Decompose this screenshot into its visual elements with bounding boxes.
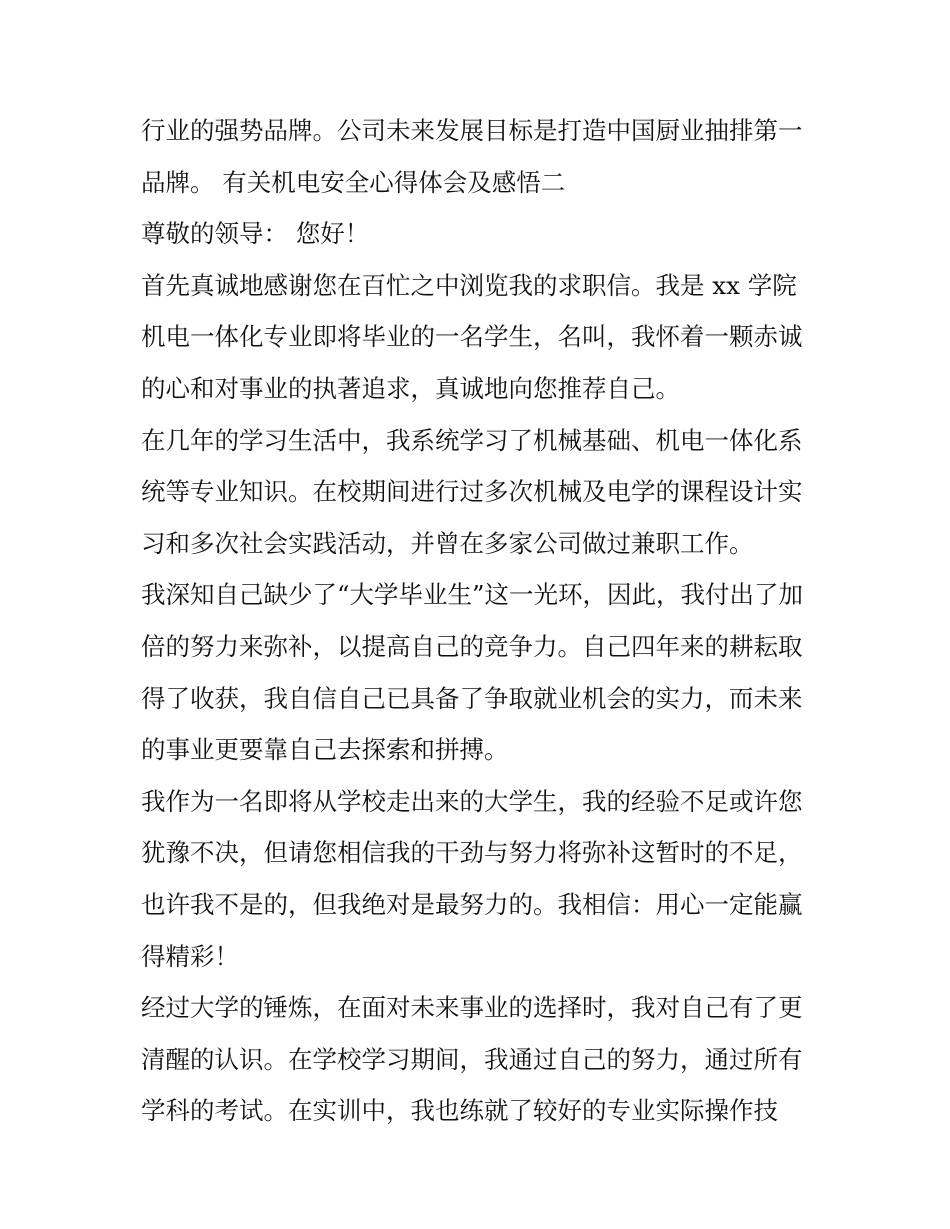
- text-line: 得精彩！: [141, 941, 239, 971]
- text-line: 尊敬的领导： 您好！: [141, 219, 370, 249]
- text-line: 品牌。 有关机电安全心得体会及感悟二: [141, 167, 566, 197]
- text-line: 学科的考试。在实训中，我也练就了较好的专业实际操作技: [141, 1096, 778, 1126]
- text-line: 的心和对事业的执著追求，真诚地向您推荐自己。: [141, 373, 680, 403]
- text-line: 也许我不是的，但我绝对是最努力的。我相信：用心一定能赢: [141, 889, 803, 919]
- text-line: 首先真诚地感谢您在百忙之中浏览我的求职信。我是 xx 学院: [141, 270, 797, 300]
- text-line: 得了收获，我自信自己已具备了争取就业机会的实力，而未来: [141, 683, 803, 713]
- text-line: 在几年的学习生活中，我系统学习了机械基础、机电一体化系: [141, 425, 803, 455]
- text-line: 的事业更要靠自己去探索和拼搏。: [141, 735, 509, 765]
- text-line: 经过大学的锤炼，在面对未来事业的选择时，我对自己有了更: [141, 993, 803, 1023]
- text-line: 倍的努力来弥补，以提高自己的竞争力。自己四年来的耕耘取: [141, 631, 803, 661]
- document-body: [141, 105, 821, 1137]
- text-line: 行业的强势品牌。公司未来发展目标是打造中国厨业抽排第一: [141, 116, 803, 145]
- text-line: 机电一体化专业即将毕业的一名学生，名叫，我怀着一颗赤诚: [141, 322, 803, 352]
- text-line: 犹豫不决，但请您相信我的干劲与努力将弥补这暂时的不足，: [141, 838, 803, 868]
- text-line: 我深知自己缺少了“大学毕业生”这一光环，因此，我付出了加: [141, 580, 804, 610]
- text-line: 清醒的认识。在学校学习期间，我通过自己的努力，通过所有: [141, 1044, 803, 1074]
- text-line: 我作为一名即将从学校走出来的大学生，我的经验不足或许您: [141, 786, 803, 816]
- text-line: 统等专业知识。在校期间进行过多次机械及电学的课程设计实: [141, 477, 803, 507]
- text-line: 习和多次社会实践活动，并曾在多家公司做过兼职工作。: [141, 528, 754, 558]
